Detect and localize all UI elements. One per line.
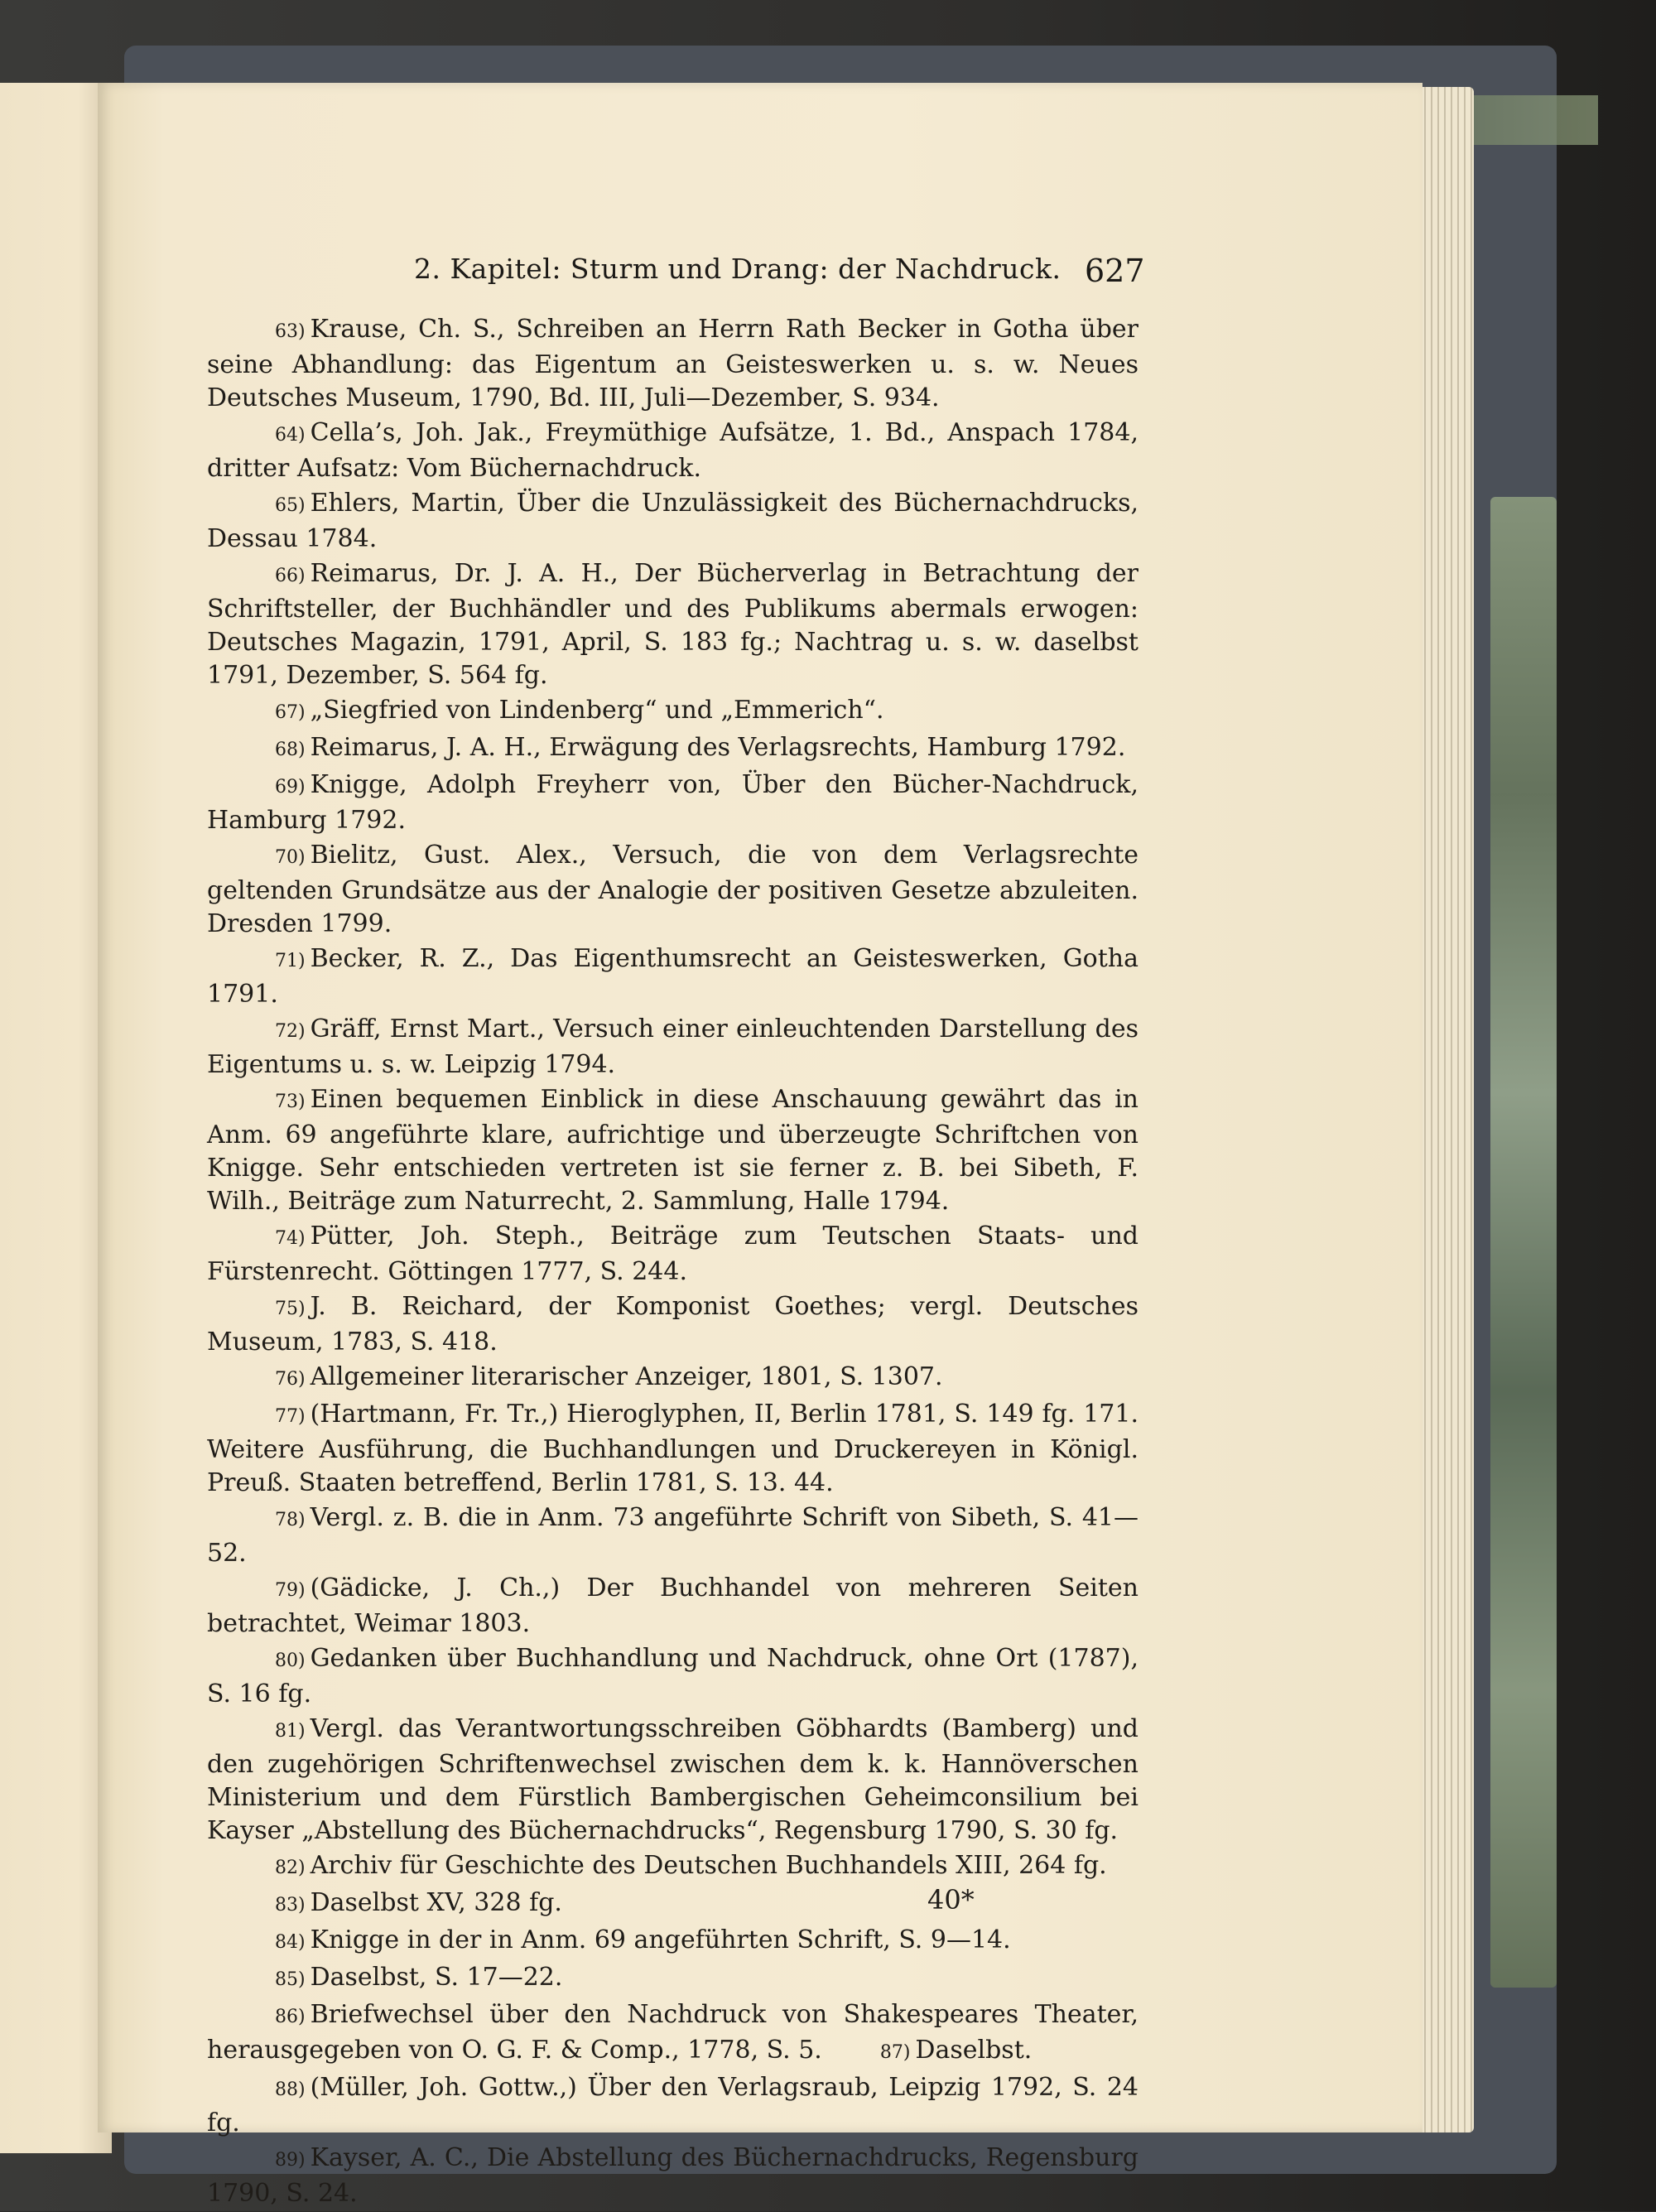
footnote-text: Vergl. z. B. die in Anm. 73 angeführte Schrift von Sibeth, S. 41—52.: [207, 1503, 1138, 1568]
footnote-number: 72): [275, 1021, 306, 1042]
footnote: [207, 839, 1138, 941]
footnote-number: 70): [275, 847, 306, 868]
footnotes: [207, 313, 1138, 2212]
footnote-text: Gedanken über Buchhandlung und Nachdruck, ohne Ort (1787), S. 16 fg.: [207, 1644, 1138, 1708]
left-page-edge: [0, 83, 112, 2153]
footnote-number: 73): [275, 1092, 306, 1112]
running-head: 2. Kapitel: Sturm und Drang: der Nachdruck.: [414, 253, 1061, 285]
footnote-number: 65): [275, 495, 306, 516]
footnote: [207, 1998, 1138, 2070]
footnote-number: 87): [879, 2042, 911, 2063]
footnote: [207, 769, 1138, 837]
footnote-text: Knigge in der in Anm. 69 angeführten Schrift, S. 9—14.: [310, 1925, 1011, 1954]
footnote-number: 76): [275, 1369, 306, 1390]
footnote-text: Einen bequemen Einblick in diese Anschauung gewährt das in Anm. 69 angeführte klare, aufrichtige und überzeugte Schriftchen von Knigge. Sehr entschieden vertreten ist sie ferner z. B. bei Sibeth, F. Wilh., Beiträge zum Naturrecht, 2. Sammlung, Halle 1794.: [207, 1085, 1138, 1216]
footnote-number: 74): [275, 1228, 306, 1249]
footnote-number: 66): [275, 566, 306, 586]
footnote-text: (Gädicke, J. Ch.,) Der Buchhandel von mehreren Seiten betrachtet, Weimar 1803.: [207, 1573, 1138, 1638]
footnote-number: 71): [275, 951, 306, 971]
footnote-number: 77): [275, 1406, 306, 1427]
footnote: [207, 2142, 1138, 2210]
footnote-number: 84): [275, 1932, 306, 1953]
footnote: [207, 1361, 1138, 1396]
footnote: [207, 1642, 1138, 1711]
footnote-text: Ehlers, Martin, Über die Unzulässigkeit des Büchernachdrucks, Dessau 1784.: [207, 489, 1138, 553]
footnote-text: Daselbst XV, 328 fg.: [310, 1888, 562, 1917]
footnote: [207, 694, 1138, 730]
footnote-number: 88): [275, 2079, 306, 2100]
footnote-text: Allgemeiner literarischer Anzeiger, 1801, S. 1307.: [310, 1362, 943, 1391]
footnote-text: Cella’s, Joh. Jak., Freymüthige Aufsätze, 1. Bd., Anspach 1784, dritter Aufsatz: Vom Büchernachdruck.: [207, 418, 1138, 483]
footnote: [207, 1572, 1138, 1641]
footnote: [207, 313, 1138, 415]
footnote: [207, 1083, 1138, 1218]
footnote-text: Krause, Ch. S., Schreiben an Herrn Rath Becker in Gotha über seine Abhandlung: das Eigentum an Geisteswerken u. s. w. Neues Deutsches Museum, 1790, Bd. III, Juli—Dezember, S. 934.: [207, 315, 1138, 412]
footnote: [207, 1961, 1138, 1997]
footnote: [207, 557, 1138, 692]
footnote-number: 63): [275, 321, 306, 342]
footnote: [207, 1713, 1138, 1848]
footnote-text: Gräff, Ernst Mart., Versuch einer einleuchtenden Darstellung des Eigentums u. s. w. Leipzig 1794.: [207, 1014, 1138, 1079]
footnote-number: 82): [275, 1858, 306, 1878]
footnote-text: Pütter, Joh. Steph., Beiträge zum Teutschen Staats- und Fürstenrecht. Göttingen 1777, S. 244.: [207, 1222, 1138, 1286]
footnote: [207, 1849, 1138, 1885]
footnote-text: Daselbst.: [915, 2036, 1033, 2065]
footnote-number: 75): [275, 1299, 306, 1319]
footnote: [207, 731, 1138, 767]
footnote-text: „Siegfried von Lindenberg“ und „Emmerich“.: [310, 696, 884, 725]
footnote-text: Becker, R. Z., Das Eigenthumsrecht an Geisteswerken, Gotha 1791.: [207, 944, 1138, 1009]
footnote-text: Reimarus, J. A. H., Erwägung des Verlagsrechts, Hamburg 1792.: [310, 733, 1126, 762]
footnote-text: Briefwechsel über den Nachdruck von Shakespeares Theater, herausgegeben von O. G. F. & Comp., 1778, S. 5.: [207, 2000, 1138, 2065]
footnote-text: (Hartmann, Fr. Tr.,) Hieroglyphen, II, Berlin 1781, S. 149 fg. 171. Weitere Ausführung, die Buchhandlungen und Druckereyen in Königl. Preuß. Staaten betreffend, Berlin 1781, S. 13. 44.: [207, 1400, 1138, 1497]
footnote-number: 81): [275, 1721, 306, 1742]
footnote: [207, 2071, 1138, 2140]
footnote: [207, 1013, 1138, 1082]
footnote: [207, 942, 1138, 1011]
footnote: [207, 1220, 1138, 1289]
footnote-number: 64): [275, 425, 306, 446]
footnote-number: 85): [275, 1969, 306, 1990]
footnote-text: Daselbst, S. 17—22.: [310, 1963, 563, 1992]
footnote-number: 68): [275, 740, 306, 760]
footnote-text: Reimarus, Dr. J. A. H., Der Bücherverlag in Betrachtung der Schriftsteller, der Buchhändler und des Publikums abermals erwogen: Deutsches Magazin, 1791, April, S. 183 fg.; Nachtrag u. s. w. daselbst 1791, Dezember, S. 564 fg.: [207, 559, 1138, 690]
signature-mark: 40*: [927, 1884, 975, 1916]
footnote-text: Kayser, A. C., Die Abstellung des Büchernachdrucks, Regensburg 1790, S. 24.: [207, 2143, 1138, 2208]
footnote-number: 83): [275, 1895, 306, 1916]
footnote: [207, 417, 1138, 485]
footnote: [207, 1398, 1138, 1500]
footnote-text: Knigge, Adolph Freyherr von, Über den Bücher-Nachdruck, Hamburg 1792.: [207, 770, 1138, 835]
footnote: [207, 1501, 1138, 1570]
footnote: [207, 1290, 1138, 1359]
footnote-number: 80): [275, 1651, 306, 1671]
footnote-text: Vergl. das Verantwortungsschreiben Göbhardts (Bamberg) und den zugehörigen Schriftenwechsel zwischen dem k. k. Hannöverschen Ministerium und dem Fürstlich Bambergischen Geheimconsilium bei Kayser „Abstellung des Büchernachdrucks“, Regensburg 1790, S. 30 fg.: [207, 1714, 1138, 1845]
footnote-number: 89): [275, 2150, 306, 2171]
page-number: 627: [1085, 253, 1145, 289]
footnote-number: 86): [275, 2007, 306, 2027]
footnote: [207, 487, 1138, 556]
footnote-text: Bielitz, Gust. Alex., Versuch, die von dem Verlagsrechte geltenden Grundsätze aus der Analogie der positiven Gesetze abzuleiten. Dresden 1799.: [207, 841, 1138, 938]
footnote: [207, 1924, 1138, 1959]
footnote-text: Archiv für Geschichte des Deutschen Buchhandels XIII, 264 fg.: [310, 1851, 1107, 1880]
footnote-number: 79): [275, 1580, 306, 1601]
footnote-number: 69): [275, 777, 306, 798]
footnote-number: 67): [275, 702, 306, 723]
footnote-text: J. B. Reichard, der Komponist Goethes; vergl. Deutsches Museum, 1783, S. 418.: [207, 1292, 1138, 1357]
footnote-number: 78): [275, 1510, 306, 1530]
footnote-text: (Müller, Joh. Gottw.,) Über den Verlagsraub, Leipzig 1792, S. 24 fg.: [207, 2073, 1138, 2137]
marbled-board-edge: [1490, 497, 1557, 1988]
